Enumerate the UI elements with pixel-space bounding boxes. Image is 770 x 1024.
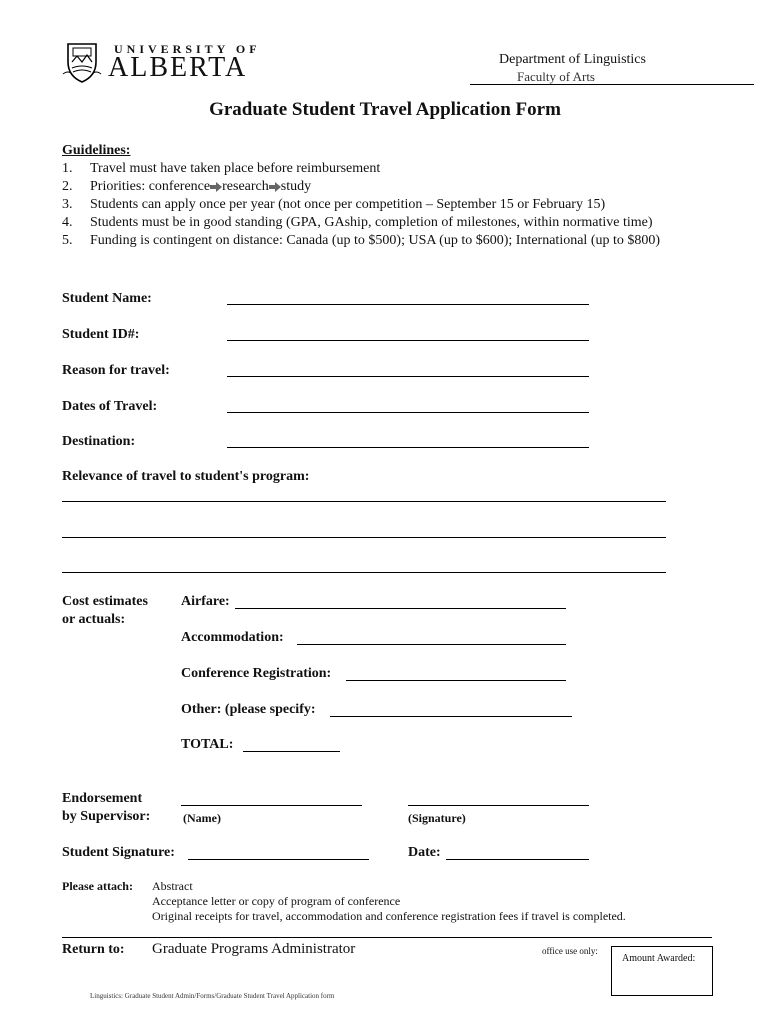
university-crest-logo	[62, 40, 102, 84]
return-to-label: Return to:	[62, 942, 125, 957]
dates-label: Dates of Travel:	[62, 399, 158, 414]
airfare-label: Airfare:	[181, 594, 230, 609]
guideline-item: 3. Students can apply once per year (not once per competition – September 15 or February 15)	[62, 197, 606, 212]
relevance-field-line-1[interactable]	[62, 501, 666, 502]
cost-actuals-label: or actuals:	[62, 612, 126, 627]
accommodation-label: Accommodation:	[181, 630, 284, 645]
student-id-label: Student ID#:	[62, 327, 140, 342]
total-label: TOTAL:	[181, 737, 234, 752]
return-divider	[62, 937, 712, 938]
attach-item: Original receipts for travel, accommodation and conference registration fees if travel is completed.	[152, 909, 626, 923]
arrow-right-icon	[210, 182, 222, 192]
dates-field[interactable]	[227, 412, 589, 413]
date-field[interactable]	[446, 859, 589, 860]
airfare-field[interactable]	[235, 608, 566, 609]
return-recipient: Graduate Programs Administrator	[152, 941, 356, 957]
registration-label: Conference Registration:	[181, 666, 332, 681]
student-name-field[interactable]	[227, 304, 589, 305]
guideline-item: 5. Funding is contingent on distance: Canada (up to $500); USA (up to $600); International (up to $800)	[62, 233, 661, 248]
total-field[interactable]	[243, 751, 340, 752]
supervisor-name-caption: (Name)	[183, 811, 221, 825]
supervisor-name-field[interactable]	[181, 805, 362, 806]
department-name: Department of Linguistics	[499, 52, 646, 67]
amount-awarded-label: Amount Awarded:	[622, 953, 696, 964]
supervisor-signature-caption: (Signature)	[408, 811, 466, 825]
endorsement-label: Endorsement	[62, 791, 143, 806]
student-signature-label: Student Signature:	[62, 845, 175, 860]
cost-estimates-label: Cost estimates	[62, 594, 148, 609]
accommodation-field[interactable]	[297, 644, 566, 645]
supervisor-signature-field[interactable]	[408, 805, 589, 806]
student-name-label: Student Name:	[62, 291, 152, 306]
date-label: Date:	[408, 845, 441, 860]
office-use-label: office use only:	[542, 946, 598, 956]
student-id-field[interactable]	[227, 340, 589, 341]
university-name-top: UNIVERSITY OF	[114, 42, 261, 56]
guideline-item: 2. Priorities: conference research study	[62, 179, 312, 194]
guideline-item: 4. Students must be in good standing (GPA, GAship, completion of milestones, within normative time)	[62, 215, 653, 230]
reason-field[interactable]	[227, 376, 589, 377]
footer-path: Linguistics: Graduate Student Admin/Forms/Graduate Student Travel Application form	[90, 992, 335, 1000]
faculty-name: Faculty of Arts	[517, 69, 595, 84]
relevance-field-line-2[interactable]	[62, 537, 666, 538]
registration-field[interactable]	[346, 680, 566, 681]
guidelines-list	[62, 160, 660, 250]
please-attach-label: Please attach:	[62, 879, 133, 893]
guidelines-heading: Guidelines:	[62, 143, 131, 158]
destination-field[interactable]	[227, 447, 589, 448]
header-rule	[470, 84, 754, 85]
relevance-field-line-3[interactable]	[62, 572, 666, 573]
arrow-right-icon	[269, 182, 281, 192]
form-title: Graduate Student Travel Application Form	[209, 99, 561, 120]
attach-item: Acceptance letter or copy of program of conference	[152, 894, 401, 908]
destination-label: Destination:	[62, 434, 136, 449]
university-name-main: ALBERTA	[108, 52, 248, 83]
other-field[interactable]	[330, 716, 572, 717]
reason-label: Reason for travel:	[62, 363, 170, 378]
guideline-item: 1. Travel must have taken place before reimbursement	[62, 161, 381, 176]
amount-awarded-box[interactable]	[611, 946, 713, 996]
relevance-label: Relevance of travel to student's program:	[62, 469, 310, 484]
attach-item: Abstract	[152, 879, 193, 893]
student-signature-field[interactable]	[188, 859, 369, 860]
supervisor-label: by Supervisor:	[62, 809, 151, 824]
other-label: Other: (please specify:	[181, 702, 316, 717]
